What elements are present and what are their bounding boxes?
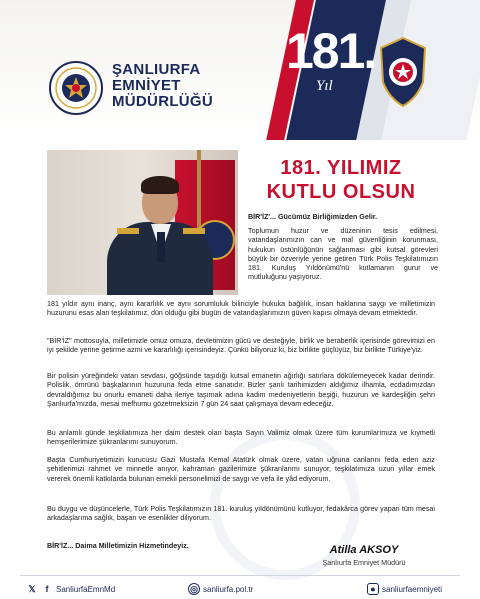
- emniyet-logo-icon: [48, 60, 104, 116]
- letter-paragraph-6: Başta Cumhuriyetimizin kurucusu Gazi Mustafa Kemal Atatürk olmak üzere, vatan uğruna canlarını feda eden aziz şehitlerimizi rahmet ve minnetle anıyor, kahraman gazilerimize şükranlarımı sunuyor, teşkilatımıza uzun yıllar emek vererek önemli katkılarda bulunan emekli personelimizi de saygı ve vefa ile yâd ediyorum.: [47, 456, 435, 483]
- letter-paragraph-3: "BİR'İZ" mottosuyla, milletimizle omuz omuza, devletimizin gücü ve desteğiyle, birlik ve beraberlik içerisinde görevimizi en iyi şekilde yerine getirme azmi ve kararlılığı içerisindeyiz. Çünkü biliyoruz ki, biz birlikte güçlüyüz, biz birlikte Türkiye'yiz.: [47, 337, 435, 355]
- footer-website-link[interactable]: sanliurfa.pol.tr: [203, 584, 254, 594]
- brand-line-3: MÜDÜRLÜĞÜ: [112, 93, 214, 110]
- letter-intro: BİR'İZ'... Gücümüz Birliğimizden Gelir.: [248, 213, 378, 221]
- letter-paragraph-7: Bu duygu ve düşüncelerle, Türk Polis Teşkilatımızın 181. kuruluş yıldönümünü kutluyor, fedakârca görev yapan tüm mesai arkadaşlarıma sağlık, başarı ve esenlikler diliyorum.: [47, 505, 435, 523]
- director-photo: [47, 150, 238, 295]
- brand-title: [112, 62, 213, 110]
- letter-paragraph-5: Bu anlamlı günde teşkilatımıza her daim destek olan başta Sayın Valimiz olmak üzere tüm kurumlarımıza ve kıymetli hemşerilerimize şükranlarımı sunuyorum.: [47, 429, 435, 447]
- footer-social-right[interactable]: [367, 583, 442, 595]
- footer: [0, 570, 480, 599]
- anniversary-word: Yıl: [316, 78, 333, 94]
- letter-paragraph-2: 181 yıldır aynı inanç, aynı kararlılık ve aynı sorumluluk bilinciyle hukuka bağlılık, insan haklarına saygı ve milletimizin huzurunu esas alan teşkilatımız, dün olduğu gibi bugün de vatandaşlarımızın güven kapısı olmaya devam etmektedir.: [47, 300, 435, 318]
- letter-paragraph-4: Bir polisin yüreğindeki vatan sevdası, göğsünde taşıdığı kutsal emanetin ağırlığı satırlara dökülemeyecek kadar derindir. Polislik, ömrünü başkalarının huzuruna feda etme sanatıdır. Bizler şanlı tarihimizden aldığımız ilhamla, ecdadımızdan devraldığımız bu onurlu emaneti daha ileriye taşımak adına kadim medeniyetlerin beşiği, huzurun ve kardeşliğin şehri Şanlıurfa'mızda, mesai mefhumu gözetmeksizin 7 gün 24 saat çalışmaya devam edeceğiz.: [47, 372, 435, 408]
- headline-line-2: KUTLU OLSUN: [266, 181, 416, 203]
- police-badge-icon: [377, 36, 429, 108]
- brand-line-1: ŞANLIURFA: [112, 61, 201, 78]
- tie-shape: [157, 232, 165, 262]
- brand-line-2: EMNİYET: [112, 77, 181, 94]
- epaulet-right: [183, 228, 205, 234]
- signature-title: Şanlıurfa Emniyet Müdürü: [322, 558, 406, 567]
- instagram-icon[interactable]: ●: [367, 583, 379, 595]
- signature-name: Atilla AKSOY: [329, 544, 399, 556]
- footer-divider: [20, 575, 460, 576]
- footer-website[interactable]: [188, 583, 253, 595]
- header-banner: [0, 0, 480, 140]
- epaulet-left: [117, 228, 139, 234]
- x-twitter-icon[interactable]: 𝕏: [28, 583, 36, 594]
- hair-shape: [141, 176, 179, 194]
- footer-right-handle[interactable]: sanliurfaemniyeti: [382, 584, 443, 594]
- anniversary-number: 181.: [286, 23, 376, 79]
- footer-social-left[interactable]: [26, 583, 115, 595]
- facebook-icon[interactable]: f: [45, 584, 49, 594]
- letter-closing: BİR'İZ... Daima Milletimizin Hizmetindeyiz.: [47, 542, 189, 550]
- globe-icon[interactable]: ◎: [188, 583, 200, 595]
- headline: [246, 156, 436, 204]
- headline-line-1: 181. YILIMIZ: [280, 157, 402, 179]
- footer-left-handle[interactable]: SanliurfaEmnMd: [56, 584, 116, 594]
- anniversary-mark: [286, 20, 376, 100]
- letter-paragraph-1: Toplumun huzur ve düzeninin tesis edilmesi, vatandaşlarımızın can ve mal güvenliğinin korunması, hukukun üstünlüğünün sağlanması gibi kutsal görevleri büyük bir özveriyle yerine getiren Türk Polis Teşkilatımızın 181. Kuruluş Yıldönümü'nü kutlamanın gurur ve mutluluğunu yaşıyoruz.: [248, 227, 438, 282]
